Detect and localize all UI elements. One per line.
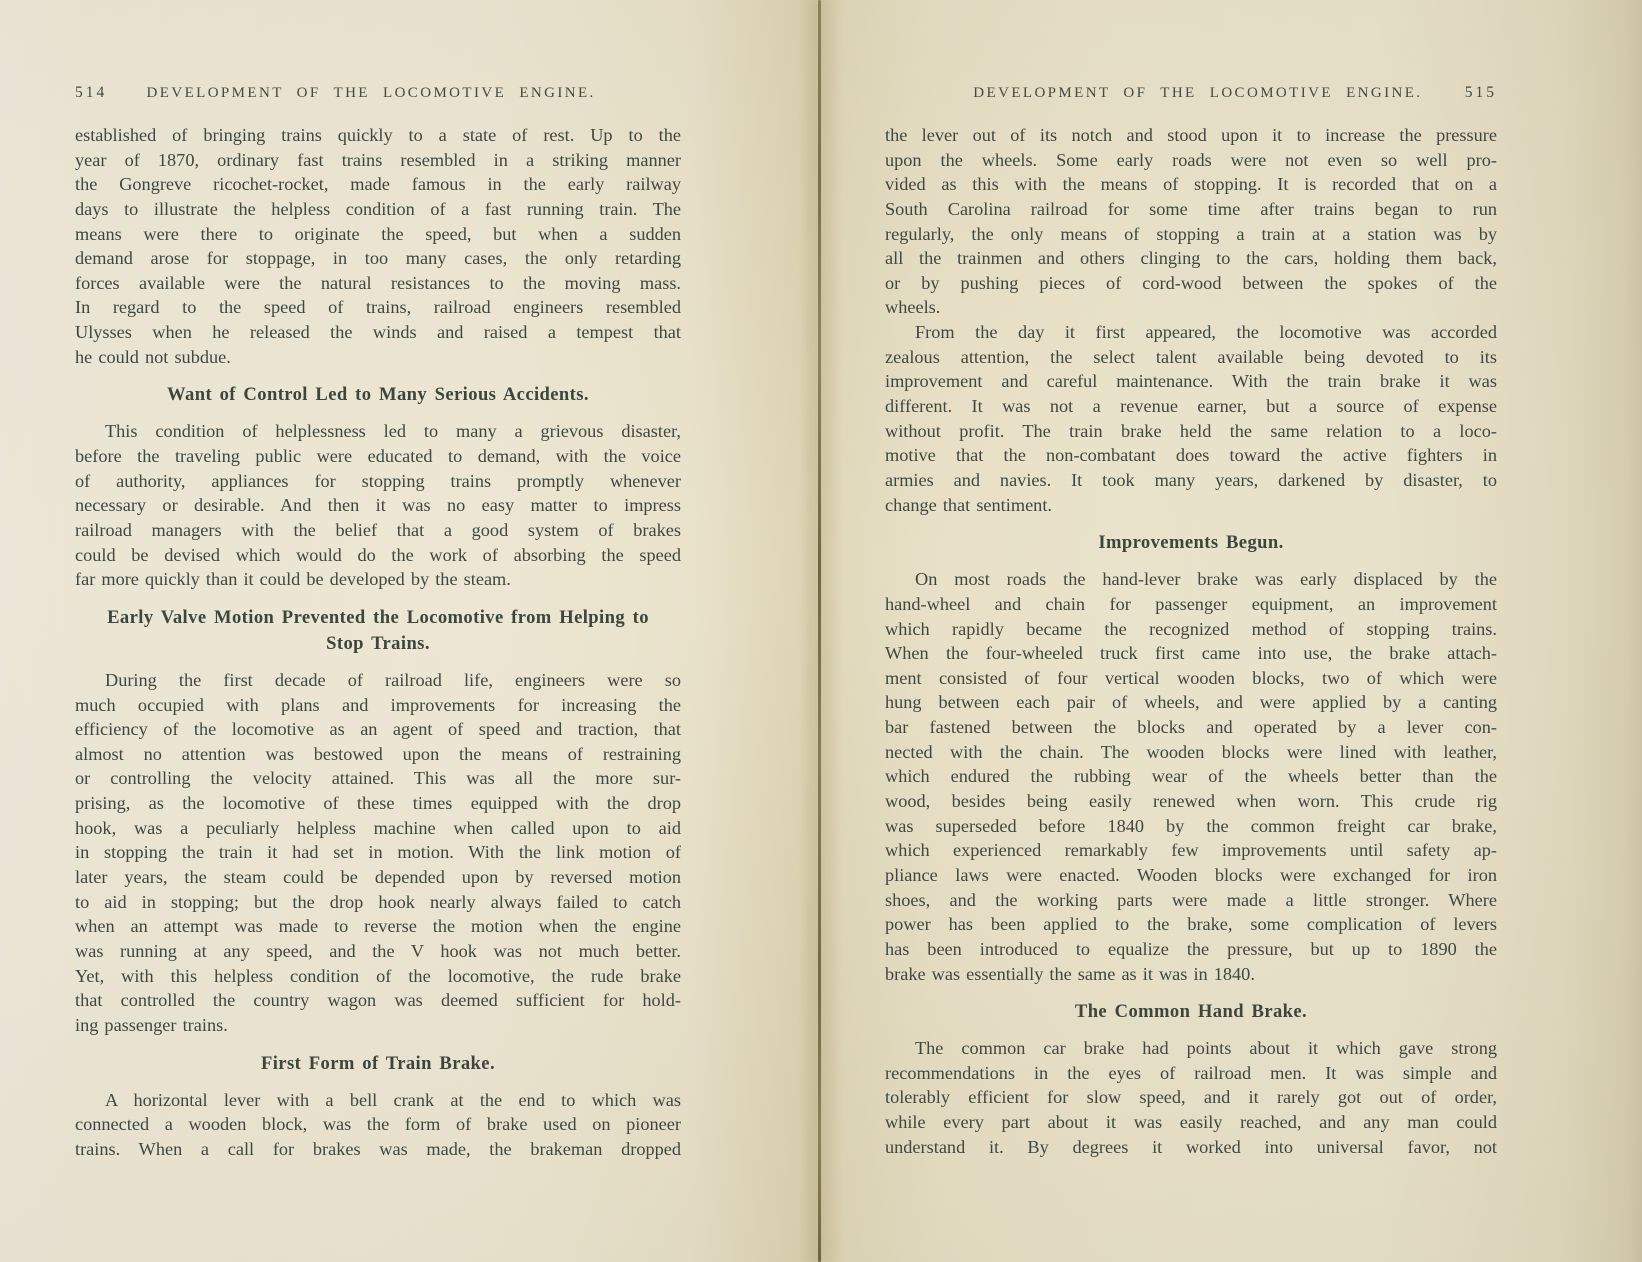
text-line: South Carolina railroad for some time after trains began to run — [885, 198, 1497, 219]
page-number-left: 514 — [75, 84, 108, 101]
section-heading — [75, 605, 681, 657]
text-line: In regard to the speed of trains, railroad engineers resembled — [75, 297, 681, 318]
text-line: recommendations in the eyes of railroad men. It was simple and — [885, 1062, 1497, 1083]
text-line: all the trainmen and others clinging to the cars, holding them back, — [885, 248, 1497, 269]
text-line: which rapidly became the recognized method of stopping trains. — [885, 618, 1497, 639]
page-header-right — [885, 84, 1497, 102]
text-line: of authority, appliances for stopping trains promptly whenever — [75, 470, 681, 491]
text-line: brake was essentially the same as it was in 1840. — [885, 963, 1255, 984]
paragraph — [75, 1088, 681, 1162]
running-title-right: DEVELOPMENT OF THE LOCOMOTIVE ENGINE. — [973, 85, 1423, 101]
text-line: A horizontal lever with a bell crank at the end to which was — [105, 1089, 681, 1110]
page-left — [75, 84, 681, 1161]
page-header-left — [75, 84, 681, 102]
text-line: has been introduced to equalize the pressure, but up to 1890 the — [885, 938, 1497, 959]
heading-line: First Form of Train Brake. — [260, 1052, 496, 1074]
heading-line: Improvements Begun. — [1098, 532, 1284, 554]
text-line: zealous attention, the select talent available being devoted to its — [885, 346, 1497, 367]
text-line: established of bringing trains quickly to a state of rest. Up to the — [75, 125, 681, 145]
text-line: When the four-wheeled truck first came into use, the brake attach- — [885, 643, 1497, 664]
paragraph — [885, 1036, 1497, 1159]
heading-line: The Common Hand Brake. — [1074, 1001, 1308, 1023]
text-line: bar fastened between the blocks and operated by a lever con- — [885, 717, 1497, 738]
text-line: upon the wheels. Some early roads were not even so well pro- — [885, 149, 1497, 170]
text-line: demand arose for stoppage, in too many cases, the only retarding — [75, 248, 681, 269]
text-line: almost no attention was bestowed upon the means of restraining — [75, 743, 681, 764]
text-line: armies and navies. It took many years, darkened by disaster, to — [885, 469, 1497, 490]
text-line: hand-wheel and chain for passenger equipment, an improvement — [885, 593, 1497, 614]
text-line: This condition of helplessness led to many a grievous disaster, — [105, 421, 681, 442]
text-line: railroad managers with the belief that a good system of brakes — [75, 519, 681, 540]
page-body-right — [885, 123, 1497, 1159]
text-line: shoes, and the working parts were made a little stronger. Where — [885, 889, 1497, 910]
running-title-left: DEVELOPMENT OF THE LOCOMOTIVE ENGINE. — [146, 85, 596, 101]
paragraph — [75, 123, 681, 369]
text-line: days to illustrate the helpless condition of a fast running train. The — [75, 198, 681, 219]
section-heading — [885, 999, 1497, 1025]
text-line: he could not subdue. — [75, 346, 231, 367]
text-line: year of 1870, ordinary fast trains resembled in a striking manner — [75, 149, 681, 170]
text-line: to aid in stopping; but the drop hook nearly always failed to catch — [75, 891, 681, 912]
text-line: when an attempt was made to reverse the motion when the engine — [75, 916, 681, 937]
text-line: the lever out of its notch and stood upon it to increase the pressure — [885, 125, 1497, 145]
text-line: without profit. The train brake held the same relation to a loco- — [885, 420, 1497, 441]
text-line: nected with the chain. The wooden blocks were lined with leather, — [885, 741, 1497, 762]
paragraph — [885, 567, 1497, 986]
text-line: understand it. By degrees it worked into universal favor, not — [885, 1136, 1497, 1157]
section-heading — [75, 382, 681, 408]
text-line: or by pushing pieces of cord-wood between the spokes of the — [885, 272, 1497, 293]
book-gutter-line — [818, 0, 821, 1262]
text-line: forces available were the natural resistances to the moving mass. — [75, 272, 681, 293]
text-line: that controlled the country wagon was deemed sufficient for hold- — [75, 990, 681, 1011]
heading-line: Want of Control Led to Many Serious Accidents. — [167, 384, 589, 406]
heading-line: Stop Trains. — [326, 632, 430, 654]
text-line: change that sentiment. — [885, 494, 1052, 515]
text-line: tolerably efficient for slow speed, and it rarely got out of order, — [885, 1087, 1497, 1108]
page-body-left — [75, 123, 681, 1161]
text-line: pliance laws were enacted. Wooden blocks were exchanged for iron — [885, 864, 1497, 885]
text-line: vided as this with the means of stopping. It is recorded that on a — [885, 174, 1497, 195]
text-line: or controlling the velocity attained. This was all the more sur- — [75, 768, 681, 789]
text-line: far more quickly than it could be developed by the steam. — [75, 569, 511, 590]
text-line: During the first decade of railroad life, engineers were so — [105, 669, 681, 690]
page-number-right: 515 — [1464, 84, 1497, 101]
text-line: means were there to originate the speed, but when a sudden — [75, 223, 681, 244]
text-line: regularly, the only means of stopping a train at a station was by — [885, 223, 1497, 244]
text-line: in stopping the train it had set in motion. With the link motion of — [75, 842, 681, 863]
section-heading — [75, 1051, 681, 1077]
text-line: was superseded before 1840 by the common freight car brake, — [885, 815, 1497, 836]
text-line: before the traveling public were educated to demand, with the voice — [75, 446, 681, 467]
text-line: connected a wooden block, was the form of brake used on pioneer — [75, 1114, 681, 1135]
paragraph — [75, 668, 681, 1038]
text-line: different. It was not a revenue earner, but a source of expense — [885, 396, 1497, 417]
text-line: Yet, with this helpless condition of the locomotive, the rude brake — [75, 965, 681, 986]
text-line: Ulysses when he released the winds and raised a tempest that — [75, 322, 681, 343]
text-line: On most roads the hand-lever brake was early displaced by the — [915, 569, 1497, 590]
text-line: which endured the rubbing wear of the wheels better than the — [885, 766, 1497, 787]
text-line: much occupied with plans and improvements for increasing the — [75, 694, 681, 715]
text-line: improvement and careful maintenance. With the train brake it was — [885, 371, 1497, 392]
paragraph — [885, 320, 1497, 517]
paragraph — [885, 123, 1497, 320]
text-line: was running at any speed, and the V hook was not much better. — [75, 940, 681, 961]
text-line: From the day it first appeared, the locomotive was accorded — [915, 322, 1497, 343]
section-heading — [885, 530, 1497, 556]
text-line: while every part about it was easily reached, and any man could — [885, 1112, 1497, 1133]
text-line: trains. When a call for brakes was made, the brakeman dropped — [75, 1138, 681, 1159]
paragraph — [75, 419, 681, 591]
text-line: efficiency of the locomotive as an agent of speed and traction, that — [75, 719, 681, 740]
text-line: power has been applied to the brake, some complication of levers — [885, 914, 1497, 935]
text-line: prising, as the locomotive of these times equipped with the drop — [75, 793, 681, 814]
text-line: necessary or desirable. And then it was no easy matter to impress — [75, 495, 681, 516]
text-line: ment consisted of four vertical wooden blocks, two of which were — [885, 667, 1497, 688]
text-line: ing passenger trains. — [75, 1014, 228, 1035]
text-line: hung between each pair of wheels, and were applied by a canting — [885, 692, 1497, 713]
text-line: The common car brake had points about it which gave strong — [915, 1038, 1497, 1059]
heading-line: Early Valve Motion Prevented the Locomotive from Helping to — [107, 606, 649, 628]
text-line: which experienced remarkably few improvements until safety ap- — [885, 840, 1497, 861]
text-line: wheels. — [885, 297, 941, 318]
text-line: hook, was a peculiarly helpless machine when called upon to aid — [75, 817, 681, 838]
text-line: later years, the steam could be depended upon by reversed motion — [75, 867, 681, 888]
text-line: wood, besides being easily renewed when worn. This crude rig — [885, 791, 1497, 812]
text-line: could be devised which would do the work of absorbing the speed — [75, 544, 681, 565]
text-line: the Gongreve ricochet-rocket, made famous in the early railway — [75, 174, 681, 195]
page-right — [885, 84, 1497, 1159]
text-line: motive that the non-combatant does toward the active fighters in — [885, 445, 1497, 466]
